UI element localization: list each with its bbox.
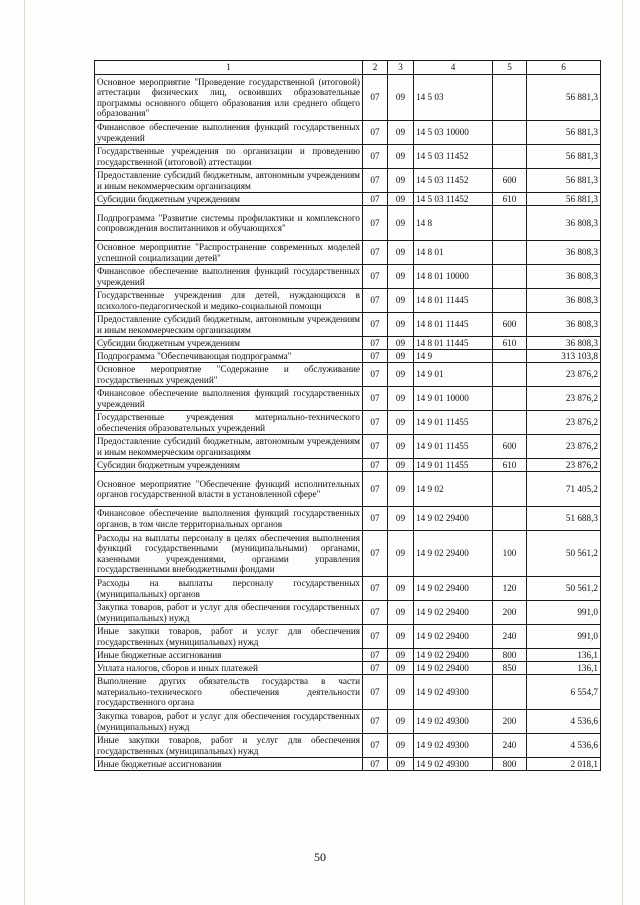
table-row [95, 265, 601, 289]
table-row [95, 363, 601, 387]
cell-subsection: 09 [388, 387, 414, 411]
cell-subsection: 09 [388, 121, 414, 145]
header-col-6: 6 [527, 61, 601, 75]
cell-section: 07 [363, 649, 388, 662]
cell-amount: 136,1 [527, 662, 601, 675]
table-row [95, 531, 601, 577]
cell-name: Государственные учреждения по организации и проведению государственной (итоговой) аттестации [95, 145, 363, 169]
table-row [95, 459, 601, 472]
cell-subsection: 09 [388, 601, 414, 625]
table-row [95, 193, 601, 206]
cell-target-article: 14 8 [414, 206, 493, 241]
cell-expense-type [493, 363, 527, 387]
cell-subsection: 09 [388, 531, 414, 577]
cell-section: 07 [363, 206, 388, 241]
cell-expense-type: 240 [493, 734, 527, 758]
cell-name: Закупка товаров, работ и услуг для обеспечения государственных (муниципальных) нужд [95, 601, 363, 625]
cell-amount: 6 554,7 [527, 675, 601, 710]
cell-amount: 51 688,3 [527, 507, 601, 531]
cell-name: Подпрограмма "Развитие системы профилактики и комплексного сопровождения воспитанников и обучающихся" [95, 206, 363, 241]
cell-subsection: 09 [388, 625, 414, 649]
table-row [95, 472, 601, 507]
cell-target-article: 14 9 02 49300 [414, 675, 493, 710]
cell-target-article: 14 8 01 10000 [414, 265, 493, 289]
cell-name: Расходы на выплаты персоналу в целях обеспечения выполнения функций государственными (муниципальными) органами, казенными учреждениями, органами управления государственными внебюджетными фондами [95, 531, 363, 577]
cell-expense-type: 200 [493, 710, 527, 734]
table-row [95, 734, 601, 758]
cell-subsection: 09 [388, 289, 414, 313]
cell-expense-type [493, 472, 527, 507]
cell-target-article: 14 9 02 [414, 472, 493, 507]
cell-subsection: 09 [388, 145, 414, 169]
cell-target-article: 14 9 02 29400 [414, 577, 493, 601]
cell-target-article: 14 9 02 29400 [414, 662, 493, 675]
cell-amount: 991,0 [527, 601, 601, 625]
table-row [95, 710, 601, 734]
cell-name: Иные закупки товаров, работ и услуг для обеспечения государственных (муниципальных) нужд [95, 734, 363, 758]
cell-amount: 36 808,3 [527, 265, 601, 289]
cell-name: Финансовое обеспечение выполнения функций государственных учреждений [95, 265, 363, 289]
cell-target-article: 14 9 02 49300 [414, 758, 493, 771]
table-body [95, 75, 601, 771]
cell-name: Иные бюджетные ассигнования [95, 649, 363, 662]
cell-target-article: 14 9 01 11455 [414, 459, 493, 472]
cell-expense-type: 200 [493, 601, 527, 625]
cell-target-article: 14 5 03 11452 [414, 193, 493, 206]
cell-section: 07 [363, 169, 388, 193]
cell-expense-type: 800 [493, 649, 527, 662]
cell-section: 07 [363, 241, 388, 265]
cell-amount: 4 536,6 [527, 710, 601, 734]
cell-expense-type: 600 [493, 169, 527, 193]
cell-section: 07 [363, 675, 388, 710]
table-row [95, 241, 601, 265]
cell-subsection: 09 [388, 459, 414, 472]
cell-name: Субсидии бюджетным учреждениям [95, 459, 363, 472]
table-row [95, 649, 601, 662]
cell-amount: 23 876,2 [527, 459, 601, 472]
cell-amount: 2 018,1 [527, 758, 601, 771]
cell-expense-type [493, 507, 527, 531]
cell-section: 07 [363, 411, 388, 435]
cell-section: 07 [363, 313, 388, 337]
cell-target-article: 14 5 03 11452 [414, 169, 493, 193]
cell-expense-type [493, 387, 527, 411]
cell-expense-type: 610 [493, 193, 527, 206]
cell-name: Подпрограмма "Обеспечивающая подпрограмма" [95, 350, 363, 363]
cell-subsection: 09 [388, 265, 414, 289]
cell-expense-type: 600 [493, 435, 527, 459]
cell-name: Государственные учреждения материально-технического обеспечения образовательных учреждений [95, 411, 363, 435]
cell-amount: 23 876,2 [527, 387, 601, 411]
cell-target-article: 14 8 01 11445 [414, 289, 493, 313]
cell-name: Финансовое обеспечение выполнения функций государственных учреждений [95, 121, 363, 145]
cell-subsection: 09 [388, 206, 414, 241]
header-col-2: 2 [363, 61, 388, 75]
cell-subsection: 09 [388, 662, 414, 675]
cell-amount: 56 881,3 [527, 121, 601, 145]
cell-section: 07 [363, 577, 388, 601]
header-row [95, 61, 601, 75]
cell-name: Иные бюджетные ассигнования [95, 758, 363, 771]
cell-name: Расходы на выплаты персоналу государственных (муниципальных) органов [95, 577, 363, 601]
cell-name: Основное мероприятие "Проведение государственной (итоговой) аттестации физических лиц, освоивших образовательные программы основного общего образования или среднего общего образования" [95, 75, 363, 121]
cell-subsection: 09 [388, 75, 414, 121]
table-row [95, 75, 601, 121]
cell-amount: 23 876,2 [527, 435, 601, 459]
table-row [95, 121, 601, 145]
cell-target-article: 14 9 02 29400 [414, 625, 493, 649]
header-col-4: 4 [414, 61, 493, 75]
cell-target-article: 14 9 02 29400 [414, 649, 493, 662]
cell-subsection: 09 [388, 435, 414, 459]
cell-section: 07 [363, 350, 388, 363]
cell-expense-type: 600 [493, 313, 527, 337]
cell-name: Предоставление субсидий бюджетным, автономным учреждениям и иным некоммерческим организациям [95, 435, 363, 459]
cell-amount: 23 876,2 [527, 411, 601, 435]
table-row [95, 601, 601, 625]
header-col-3: 3 [388, 61, 414, 75]
cell-section: 07 [363, 435, 388, 459]
scan-edge-right [622, 0, 623, 905]
table-row [95, 169, 601, 193]
cell-section: 07 [363, 472, 388, 507]
table-row [95, 507, 601, 531]
cell-section: 07 [363, 531, 388, 577]
cell-target-article: 14 9 [414, 350, 493, 363]
cell-amount: 56 881,3 [527, 145, 601, 169]
cell-expense-type: 850 [493, 662, 527, 675]
cell-amount: 36 808,3 [527, 313, 601, 337]
table-row [95, 350, 601, 363]
budget-table [94, 60, 601, 771]
cell-expense-type: 610 [493, 337, 527, 350]
cell-amount: 56 881,3 [527, 169, 601, 193]
cell-section: 07 [363, 363, 388, 387]
cell-amount: 4 536,6 [527, 734, 601, 758]
cell-name: Государственные учреждения для детей, нуждающихся в психолого-педагогической и медико-социальной помощи [95, 289, 363, 313]
cell-name: Финансовое обеспечение выполнения функций государственных органов, в том числе территориальных органов [95, 507, 363, 531]
table-row [95, 387, 601, 411]
cell-name: Предоставление субсидий бюджетным, автономным учреждениям и иным некоммерческим организациям [95, 313, 363, 337]
cell-name: Основное мероприятие "Обеспечение функций исполнительных органов государственной власти в установленной сфере" [95, 472, 363, 507]
table-row [95, 411, 601, 435]
table-row [95, 675, 601, 710]
cell-amount: 23 876,2 [527, 363, 601, 387]
cell-expense-type [493, 145, 527, 169]
cell-expense-type: 610 [493, 459, 527, 472]
cell-target-article: 14 5 03 11452 [414, 145, 493, 169]
cell-expense-type: 100 [493, 531, 527, 577]
cell-subsection: 09 [388, 411, 414, 435]
cell-section: 07 [363, 145, 388, 169]
cell-amount: 991,0 [527, 625, 601, 649]
cell-subsection: 09 [388, 241, 414, 265]
cell-target-article: 14 9 01 10000 [414, 387, 493, 411]
cell-subsection: 09 [388, 507, 414, 531]
cell-expense-type [493, 75, 527, 121]
cell-target-article: 14 9 02 29400 [414, 507, 493, 531]
table-row [95, 758, 601, 771]
cell-subsection: 09 [388, 313, 414, 337]
cell-section: 07 [363, 193, 388, 206]
cell-amount: 136,1 [527, 649, 601, 662]
cell-section: 07 [363, 387, 388, 411]
cell-target-article: 14 9 02 29400 [414, 601, 493, 625]
cell-expense-type [493, 206, 527, 241]
cell-amount: 313 103,8 [527, 350, 601, 363]
table-row [95, 435, 601, 459]
cell-subsection: 09 [388, 734, 414, 758]
cell-expense-type [493, 411, 527, 435]
cell-name: Финансовое обеспечение выполнения функций государственных учреждений [95, 387, 363, 411]
cell-name: Субсидии бюджетным учреждениям [95, 337, 363, 350]
cell-subsection: 09 [388, 472, 414, 507]
cell-name: Основное мероприятие "Содержание и обслуживание государственных учреждений" [95, 363, 363, 387]
cell-name: Иные закупки товаров, работ и услуг для обеспечения государственных (муниципальных) нужд [95, 625, 363, 649]
cell-amount: 36 808,3 [527, 289, 601, 313]
cell-target-article: 14 9 01 11455 [414, 411, 493, 435]
table-row [95, 577, 601, 601]
table-header [95, 61, 601, 75]
scan-edge-left [24, 0, 25, 905]
cell-amount: 50 561,2 [527, 531, 601, 577]
cell-expense-type: 800 [493, 758, 527, 771]
cell-target-article: 14 8 01 11445 [414, 313, 493, 337]
table-row [95, 625, 601, 649]
table-row [95, 289, 601, 313]
table-row [95, 337, 601, 350]
cell-amount: 36 808,3 [527, 206, 601, 241]
cell-section: 07 [363, 459, 388, 472]
cell-name: Основное мероприятие "Распространение современных моделей успешной социализации детей" [95, 241, 363, 265]
header-col-5: 5 [493, 61, 527, 75]
cell-section: 07 [363, 121, 388, 145]
page-number: 50 [314, 850, 326, 864]
cell-subsection: 09 [388, 710, 414, 734]
cell-target-article: 14 8 01 11445 [414, 337, 493, 350]
cell-expense-type [493, 121, 527, 145]
cell-subsection: 09 [388, 675, 414, 710]
cell-target-article: 14 8 01 [414, 241, 493, 265]
cell-expense-type: 240 [493, 625, 527, 649]
table-row [95, 206, 601, 241]
cell-name: Субсидии бюджетным учреждениям [95, 193, 363, 206]
cell-target-article: 14 9 01 [414, 363, 493, 387]
cell-subsection: 09 [388, 169, 414, 193]
cell-section: 07 [363, 734, 388, 758]
cell-amount: 50 561,2 [527, 577, 601, 601]
cell-subsection: 09 [388, 758, 414, 771]
cell-amount: 36 808,3 [527, 337, 601, 350]
cell-section: 07 [363, 758, 388, 771]
cell-subsection: 09 [388, 193, 414, 206]
cell-target-article: 14 9 02 29400 [414, 531, 493, 577]
cell-section: 07 [363, 601, 388, 625]
cell-name: Выполнение других обязательств государства в части материально-технического обеспечения деятельности государственного органа [95, 675, 363, 710]
cell-section: 07 [363, 662, 388, 675]
cell-expense-type: 120 [493, 577, 527, 601]
cell-section: 07 [363, 710, 388, 734]
cell-section: 07 [363, 507, 388, 531]
cell-target-article: 14 9 01 11455 [414, 435, 493, 459]
table-row [95, 145, 601, 169]
cell-expense-type [493, 241, 527, 265]
cell-amount: 71 405,2 [527, 472, 601, 507]
cell-amount: 56 881,3 [527, 193, 601, 206]
cell-target-article: 14 9 02 49300 [414, 734, 493, 758]
cell-expense-type [493, 350, 527, 363]
cell-amount: 36 808,3 [527, 241, 601, 265]
cell-target-article: 14 5 03 [414, 75, 493, 121]
table-row [95, 313, 601, 337]
cell-subsection: 09 [388, 577, 414, 601]
cell-expense-type [493, 675, 527, 710]
cell-subsection: 09 [388, 337, 414, 350]
cell-expense-type [493, 289, 527, 313]
cell-name: Уплата налогов, сборов и иных платежей [95, 662, 363, 675]
cell-name: Предоставление субсидий бюджетным, автономным учреждениям и иным некоммерческим организациям [95, 169, 363, 193]
cell-section: 07 [363, 289, 388, 313]
cell-section: 07 [363, 625, 388, 649]
cell-subsection: 09 [388, 649, 414, 662]
cell-section: 07 [363, 265, 388, 289]
cell-section: 07 [363, 337, 388, 350]
cell-expense-type [493, 265, 527, 289]
cell-subsection: 09 [388, 350, 414, 363]
cell-target-article: 14 5 03 10000 [414, 121, 493, 145]
header-col-1: 1 [95, 61, 363, 75]
table-row [95, 662, 601, 675]
cell-name: Закупка товаров, работ и услуг для обеспечения государственных (муниципальных) нужд [95, 710, 363, 734]
cell-amount: 56 881,3 [527, 75, 601, 121]
cell-target-article: 14 9 02 49300 [414, 710, 493, 734]
cell-section: 07 [363, 75, 388, 121]
cell-subsection: 09 [388, 363, 414, 387]
